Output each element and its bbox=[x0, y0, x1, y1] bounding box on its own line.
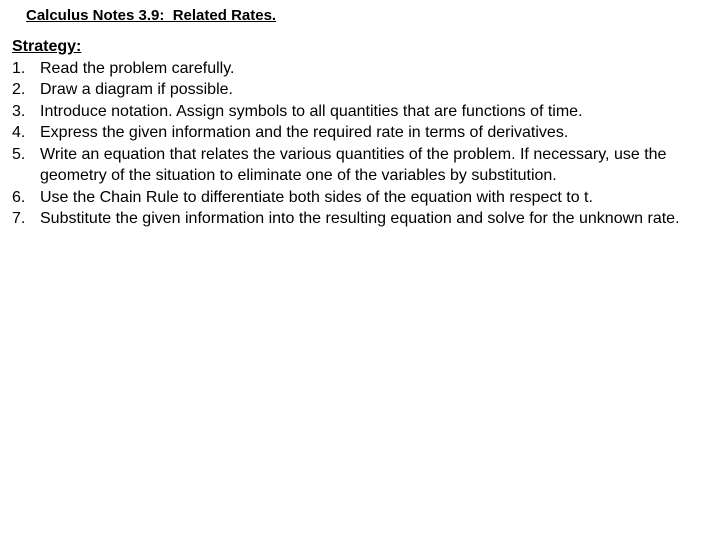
step-number: 6. bbox=[12, 188, 26, 206]
list-item-step-5 bbox=[12, 144, 702, 187]
strategy-steps-list bbox=[12, 58, 702, 230]
strategy-heading: Strategy: bbox=[12, 38, 82, 55]
step-number: 3. bbox=[12, 102, 26, 120]
list-item-step-6 bbox=[12, 187, 702, 209]
strategy-section bbox=[12, 36, 702, 230]
step-number: 5. bbox=[12, 145, 26, 163]
step-text: Use the Chain Rule to differentiate both sides of the equation with respect to t. bbox=[40, 188, 593, 206]
list-item-step-7 bbox=[12, 208, 702, 230]
step-text: Draw a diagram if possible. bbox=[40, 81, 233, 98]
list-item-step-3 bbox=[12, 101, 702, 123]
step-text: Substitute the given information into the resulting equation and solve for the unknown rate. bbox=[40, 210, 680, 227]
step-text: Write an equation that relates the various quantities of the problem. If necessary, use the geometry of the situation to eliminate one of the variables by substitution. bbox=[40, 145, 667, 184]
step-text: Read the problem carefully. bbox=[40, 59, 235, 77]
step-number: 7. bbox=[12, 210, 26, 227]
step-text: Express the given information and the required rate in terms of derivatives. bbox=[40, 124, 569, 141]
step-number: 1. bbox=[12, 59, 26, 77]
step-number: 4. bbox=[12, 124, 26, 141]
step-text: Introduce notation. Assign symbols to all quantities that are functions of time. bbox=[40, 102, 583, 120]
step-number: 2. bbox=[12, 81, 26, 98]
list-item-step-4 bbox=[12, 122, 702, 144]
list-item-step-1 bbox=[12, 58, 702, 80]
list-item-step-2 bbox=[12, 79, 702, 101]
page-title: Calculus Notes 3.9: Related Rates. bbox=[26, 7, 277, 24]
